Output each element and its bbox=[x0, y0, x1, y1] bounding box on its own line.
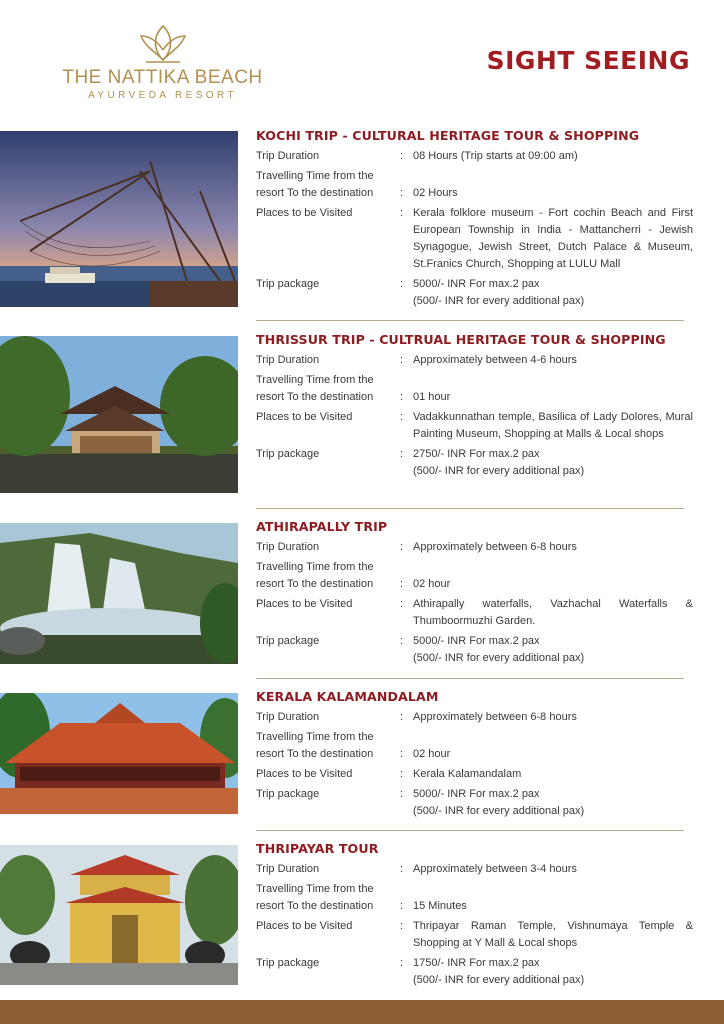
trip-package-value: 5000/- INR For max.2 pax (500/- INR for every additional pax) bbox=[413, 278, 585, 307]
trip-package-value: 5000/- INR For max.2 pax (500/- INR for every additional pax) bbox=[413, 788, 585, 817]
resort-logo bbox=[50, 22, 275, 101]
trip-duration-row bbox=[256, 861, 696, 878]
travel-time-label: Travelling Time from the resort To the destination bbox=[256, 561, 374, 590]
kochi-fishing-nets-photo bbox=[0, 131, 238, 307]
trip-package-row bbox=[256, 633, 696, 667]
travel-time-label: Travelling Time from the resort To the destination bbox=[256, 170, 374, 199]
colon: : bbox=[400, 150, 404, 162]
places-row bbox=[256, 205, 696, 273]
trip-package-row bbox=[256, 955, 696, 989]
trip-duration-value: Approximately between 3-4 hours bbox=[413, 863, 577, 875]
trip-duration-label: Trip Duration bbox=[256, 354, 320, 366]
colon: : bbox=[400, 768, 404, 780]
places-value: Thripayar Raman Temple, Vishnumaya Temple & Shopping at Y Mall & Local shops bbox=[413, 920, 693, 949]
section-divider bbox=[256, 508, 684, 509]
thripayar-temple-photo bbox=[0, 845, 238, 985]
places-value: Athirapally waterfalls, Vazhachal Waterfalls & Thumboormuzhi Garden. bbox=[413, 598, 693, 627]
travel-time-row bbox=[256, 372, 696, 406]
places-value: Vadakkunnathan temple, Basilica of Lady Dolores, Mural Painting Museum, Shopping at Malls & Local shops bbox=[413, 411, 693, 440]
trip-duration-row bbox=[256, 539, 696, 556]
tour-thripayar bbox=[0, 841, 724, 991]
trip-duration-row bbox=[256, 709, 696, 726]
trip-package-label: Trip package bbox=[256, 957, 320, 969]
tour-title: ATHIRAPALLY TRIP bbox=[256, 519, 388, 534]
trip-package-row bbox=[256, 276, 696, 310]
places-value: Kerala Kalamandalam bbox=[413, 768, 522, 780]
trip-duration-row bbox=[256, 148, 696, 165]
tour-title: KOCHI TRIP - CULTURAL HERITAGE TOUR & SHOPPING bbox=[256, 128, 640, 143]
trip-duration-row bbox=[256, 352, 696, 369]
colon: : bbox=[400, 920, 404, 932]
travel-time-row bbox=[256, 881, 696, 915]
trip-package-label: Trip package bbox=[256, 278, 320, 290]
trip-package-label: Trip package bbox=[256, 788, 320, 800]
places-label: Places to be Visited bbox=[256, 598, 353, 610]
trip-package-row bbox=[256, 446, 696, 480]
places-label: Places to be Visited bbox=[256, 920, 353, 932]
places-row bbox=[256, 596, 696, 630]
travel-time-row bbox=[256, 559, 696, 593]
colon: : bbox=[400, 391, 404, 403]
colon: : bbox=[400, 411, 404, 423]
trip-package-row bbox=[256, 786, 696, 820]
vadakkunnathan-temple-photo bbox=[0, 336, 238, 493]
places-label: Places to be Visited bbox=[256, 768, 353, 780]
colon: : bbox=[400, 278, 404, 290]
tour-title: THRIPAYAR TOUR bbox=[256, 841, 379, 856]
places-label: Places to be Visited bbox=[256, 207, 353, 219]
travel-time-value: 01 hour bbox=[413, 391, 451, 403]
trip-duration-label: Trip Duration bbox=[256, 711, 320, 723]
brand-name: THE NATTIKA BEACH bbox=[62, 67, 263, 88]
travel-time-label: Travelling Time from the resort To the destination bbox=[256, 731, 374, 760]
travel-time-value: 02 Hours bbox=[413, 187, 458, 199]
colon: : bbox=[400, 187, 404, 199]
trip-duration-value: Approximately between 6-8 hours bbox=[413, 711, 577, 723]
brand-subtitle: AYURVEDA RESORT bbox=[88, 90, 237, 101]
places-label: Places to be Visited bbox=[256, 411, 353, 423]
trip-package-value: 1750/- INR For max.2 pax (500/- INR for every additional pax) bbox=[413, 957, 585, 986]
colon: : bbox=[400, 598, 404, 610]
colon: : bbox=[400, 748, 404, 760]
footer-bar bbox=[0, 1000, 724, 1024]
trip-duration-value: 08 Hours (Trip starts at 09:00 am) bbox=[413, 150, 578, 162]
tour-title: THRISSUR TRIP - CULTRUAL HERITAGE TOUR & SHOPPING bbox=[256, 332, 666, 347]
trip-duration-label: Trip Duration bbox=[256, 863, 320, 875]
colon: : bbox=[400, 541, 404, 553]
travel-time-label: Travelling Time from the resort To the destination bbox=[256, 883, 374, 912]
trip-package-label: Trip package bbox=[256, 448, 320, 460]
trip-duration-value: Approximately between 4-6 hours bbox=[413, 354, 577, 366]
colon: : bbox=[400, 578, 404, 590]
page-title: SIGHT SEEING bbox=[486, 46, 690, 75]
colon: : bbox=[400, 635, 404, 647]
travel-time-value: 02 hour bbox=[413, 578, 451, 590]
trip-package-value: 2750/- INR For max.2 pax (500/- INR for every additional pax) bbox=[413, 448, 585, 477]
places-row bbox=[256, 409, 696, 443]
tour-kerala-kalamandalam bbox=[0, 689, 724, 824]
trip-package-value: 5000/- INR For max.2 pax (500/- INR for every additional pax) bbox=[413, 635, 585, 664]
section-divider bbox=[256, 830, 684, 831]
trip-duration-label: Trip Duration bbox=[256, 541, 320, 553]
tour-athirapally bbox=[0, 519, 724, 669]
colon: : bbox=[400, 207, 404, 219]
section-divider bbox=[256, 320, 684, 321]
places-row bbox=[256, 918, 696, 952]
tour-kochi bbox=[0, 128, 724, 313]
colon: : bbox=[400, 711, 404, 723]
tour-thrissur bbox=[0, 332, 724, 502]
colon: : bbox=[400, 957, 404, 969]
colon: : bbox=[400, 354, 404, 366]
travel-time-row bbox=[256, 168, 696, 202]
travel-time-label: Travelling Time from the resort To the destination bbox=[256, 374, 374, 403]
colon: : bbox=[400, 448, 404, 460]
colon: : bbox=[400, 788, 404, 800]
travel-time-row bbox=[256, 729, 696, 763]
athirapally-waterfalls-photo bbox=[0, 523, 238, 664]
colon: : bbox=[400, 900, 404, 912]
tour-title: KERALA KALAMANDALAM bbox=[256, 689, 439, 704]
section-divider bbox=[256, 678, 684, 679]
places-value: Kerala folklore museum - Fort cochin Beach and First European Township in India - Mattancherri - Jewish Synagogue, Jewish Street, Dutch Palace & Museum, St.Franics Church, Shopping at LULU Mall bbox=[413, 207, 693, 270]
travel-time-value: 02 hour bbox=[413, 748, 451, 760]
kalamandalam-building-photo bbox=[0, 693, 238, 814]
places-row bbox=[256, 766, 696, 783]
travel-time-value: 15 Minutes bbox=[413, 900, 467, 912]
lotus-icon bbox=[138, 22, 188, 64]
colon: : bbox=[400, 863, 404, 875]
trip-duration-label: Trip Duration bbox=[256, 150, 320, 162]
trip-package-label: Trip package bbox=[256, 635, 320, 647]
trip-duration-value: Approximately between 6-8 hours bbox=[413, 541, 577, 553]
